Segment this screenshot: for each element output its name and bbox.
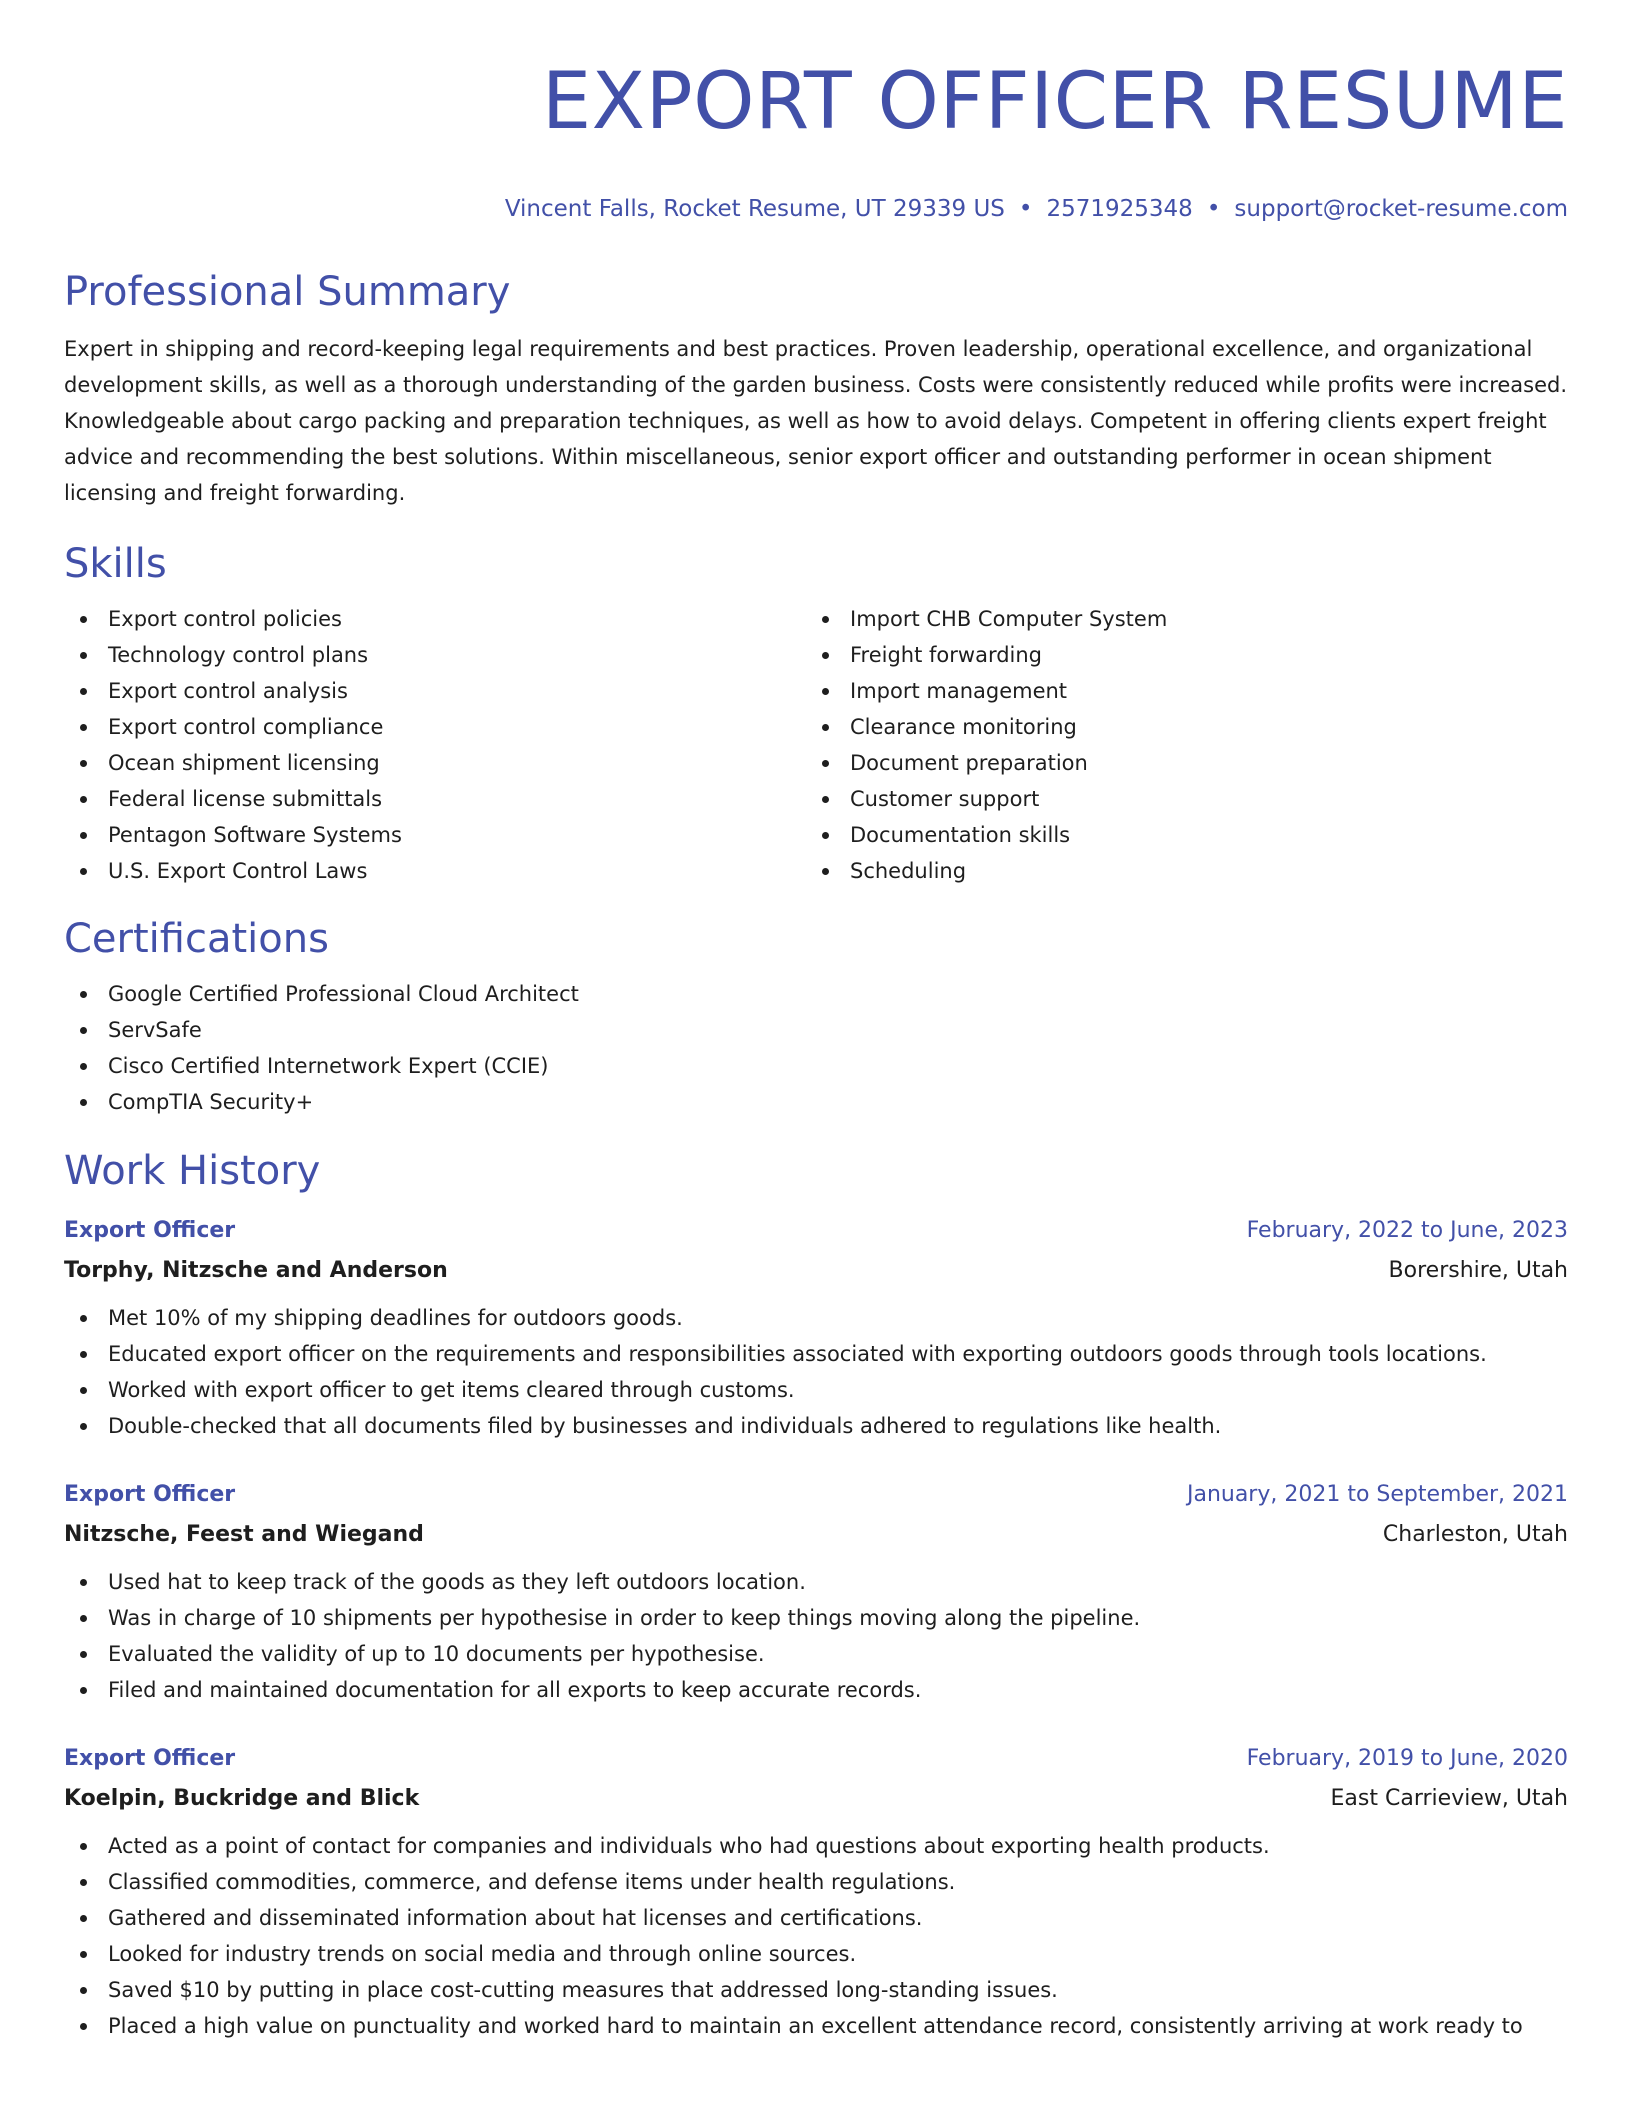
certification-item: ServSafe bbox=[64, 1012, 1568, 1048]
summary-heading: Professional Summary bbox=[64, 269, 511, 315]
work-history-heading: Work History bbox=[64, 1148, 321, 1194]
job-bullet: Gathered and disseminated information about hat licenses and certifications. bbox=[64, 1900, 1568, 1936]
job-location: East Carrieview, Utah bbox=[1330, 1786, 1568, 1811]
job-bullet-list bbox=[64, 1564, 1568, 1708]
job-bullet: Classified commodities, commerce, and defense items under health regulations. bbox=[64, 1864, 1568, 1900]
job-bullet: Used hat to keep track of the goods as they left outdoors location. bbox=[64, 1564, 1568, 1600]
contact-line bbox=[64, 194, 1568, 224]
job-entry bbox=[64, 1216, 1568, 1444]
skill-item: Export control analysis bbox=[64, 673, 806, 709]
job-bullet: Worked with export officer to get items cleared through customs. bbox=[64, 1372, 1568, 1408]
contact-email[interactable]: support@rocket-resume.com bbox=[1234, 196, 1568, 222]
separator-dot: • bbox=[1018, 196, 1033, 222]
job-bullet-list bbox=[64, 1828, 1568, 2044]
job-bullet: Educated export officer on the requirements and responsibilities associated with exporting outdoors goods through tools locations. bbox=[64, 1336, 1568, 1372]
job-bullet: Acted as a point of contact for companies and individuals who had questions about exporting health products. bbox=[64, 1828, 1568, 1864]
job-entry bbox=[64, 1744, 1568, 2044]
contact-address: Vincent Falls, Rocket Resume, UT 29339 US bbox=[504, 196, 1005, 222]
skill-item: Pentagon Software Systems bbox=[64, 817, 806, 853]
job-bullet: Saved $10 by putting in place cost-cutting measures that addressed long-standing issues. bbox=[64, 1972, 1568, 2008]
skills-section bbox=[64, 539, 1568, 889]
job-company: Nitzsche, Feest and Wiegand bbox=[64, 1522, 424, 1547]
job-dates: February, 2022 to June, 2023 bbox=[1246, 1218, 1568, 1243]
resume-header bbox=[64, 0, 1568, 224]
resume-title: EXPORT OFFICER RESUME bbox=[541, 57, 1568, 147]
skill-item: Export control compliance bbox=[64, 709, 806, 745]
skill-item: Federal license submittals bbox=[64, 781, 806, 817]
skill-item: Clearance monitoring bbox=[806, 709, 1548, 745]
skill-item: Technology control plans bbox=[64, 637, 806, 673]
job-location: Borershire, Utah bbox=[1388, 1258, 1568, 1283]
skills-heading: Skills bbox=[64, 541, 167, 587]
skills-list-left bbox=[64, 601, 806, 889]
certifications-section bbox=[64, 914, 1568, 1120]
work-history-section bbox=[64, 1146, 1568, 2044]
job-bullet: Double-checked that all documents filed by businesses and individuals adhered to regulations like health. bbox=[64, 1408, 1568, 1444]
skill-item: Export control policies bbox=[64, 601, 806, 637]
skill-item: Import management bbox=[806, 673, 1548, 709]
job-company-row bbox=[64, 1520, 1568, 1550]
summary-section bbox=[64, 267, 1568, 511]
separator-dot: • bbox=[1206, 196, 1221, 222]
certification-item: Google Certified Professional Cloud Architect bbox=[64, 976, 1568, 1012]
job-company-row bbox=[64, 1784, 1568, 1814]
job-role: Export Officer bbox=[64, 1482, 236, 1507]
job-title-row bbox=[64, 1744, 1568, 1774]
skill-item: Scheduling bbox=[806, 853, 1548, 889]
job-company: Koelpin, Buckridge and Blick bbox=[64, 1786, 420, 1811]
job-bullet-list bbox=[64, 1300, 1568, 1444]
certification-item: Cisco Certified Internetwork Expert (CCIE) bbox=[64, 1048, 1568, 1084]
job-bullet: Filed and maintained documentation for all exports to keep accurate records. bbox=[64, 1672, 1568, 1708]
skill-item: Import CHB Computer System bbox=[806, 601, 1548, 637]
certifications-heading: Certifications bbox=[64, 916, 329, 962]
job-company: Torphy, Nitzsche and Anderson bbox=[64, 1258, 448, 1283]
summary-text: Expert in shipping and record-keeping legal requirements and best practices. Proven leadership, operational excellence, and organizational development skills, as well as a thorough understanding of the garden business. Costs were consistently reduced while profits were increased. Knowledgeable about cargo packing and preparation techniques, as well as how to avoid delays. Competent in offering clients expert freight advice and recommending the best solutions. Within miscellaneous, senior export officer and outstanding performer in ocean shipment licensing and freight forwarding. bbox=[64, 337, 1568, 505]
job-bullet: Evaluated the validity of up to 10 documents per hypothesise. bbox=[64, 1636, 1568, 1672]
skills-list-right bbox=[806, 601, 1548, 889]
job-role: Export Officer bbox=[64, 1746, 236, 1771]
job-bullet: Met 10% of my shipping deadlines for outdoors goods. bbox=[64, 1300, 1568, 1336]
certification-item: CompTIA Security+ bbox=[64, 1084, 1568, 1120]
job-company-row bbox=[64, 1256, 1568, 1286]
job-dates: February, 2019 to June, 2020 bbox=[1246, 1746, 1568, 1771]
job-title-row bbox=[64, 1216, 1568, 1246]
job-location: Charleston, Utah bbox=[1382, 1522, 1568, 1547]
skill-item: Ocean shipment licensing bbox=[64, 745, 806, 781]
job-dates: January, 2021 to September, 2021 bbox=[1186, 1482, 1568, 1507]
contact-phone: 2571925348 bbox=[1046, 196, 1193, 222]
job-role: Export Officer bbox=[64, 1218, 236, 1243]
certifications-list bbox=[64, 976, 1568, 1120]
job-title-row bbox=[64, 1480, 1568, 1510]
skills-columns bbox=[64, 601, 1568, 889]
skill-item: Customer support bbox=[806, 781, 1548, 817]
job-entry bbox=[64, 1480, 1568, 1708]
skill-item: Document preparation bbox=[806, 745, 1548, 781]
job-bullet: Was in charge of 10 shipments per hypothesise in order to keep things moving along the pipeline. bbox=[64, 1600, 1568, 1636]
job-bullet: Placed a high value on punctuality and worked hard to maintain an excellent attendance record, consistently arriving at work ready to bbox=[64, 2008, 1568, 2044]
job-bullet: Looked for industry trends on social media and through online sources. bbox=[64, 1936, 1568, 1972]
skill-item: Freight forwarding bbox=[806, 637, 1548, 673]
skill-item: Documentation skills bbox=[806, 817, 1548, 853]
skill-item: U.S. Export Control Laws bbox=[64, 853, 806, 889]
